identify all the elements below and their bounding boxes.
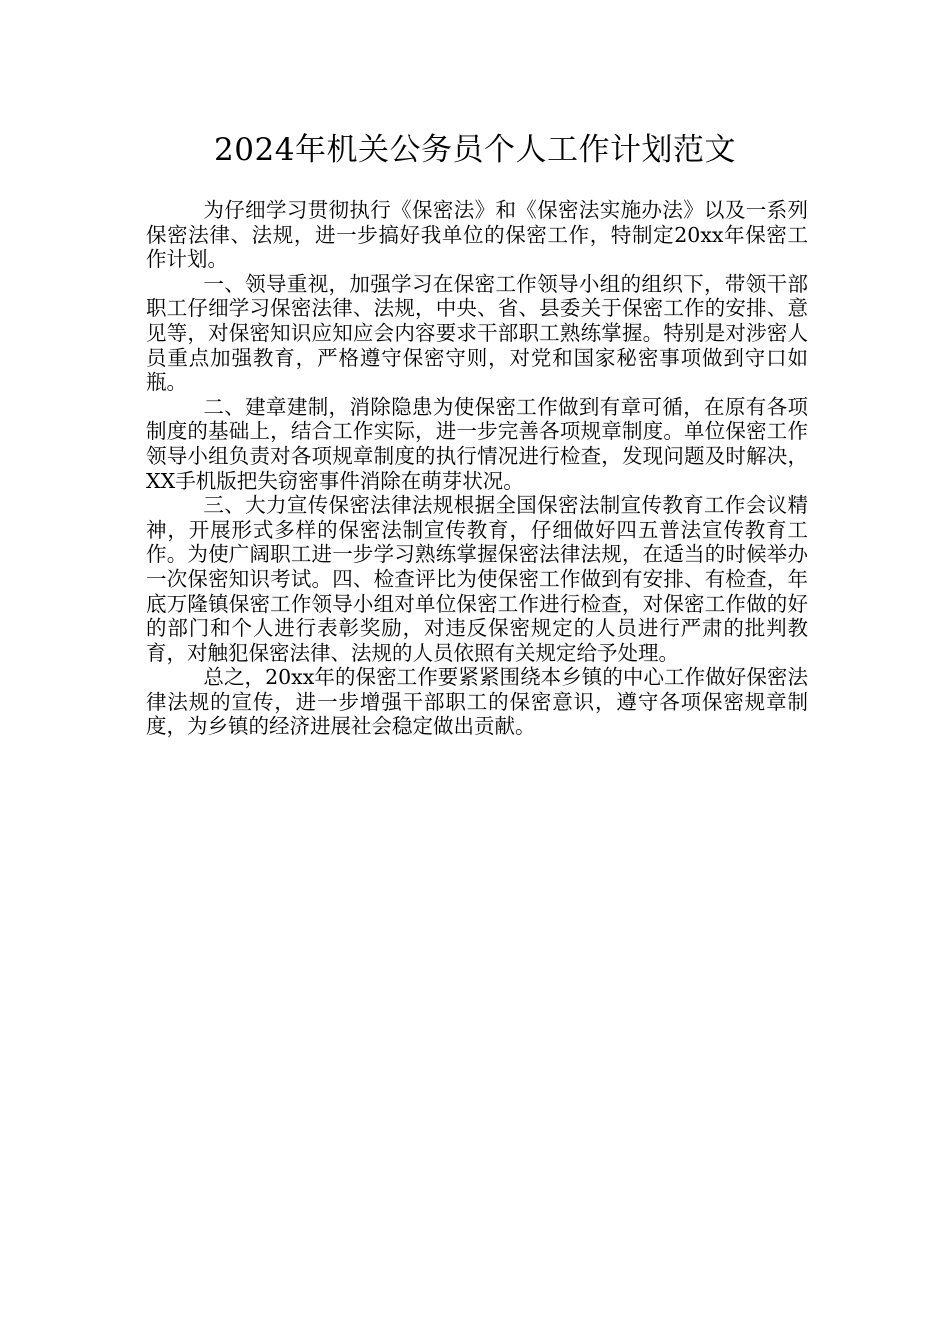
paragraph-section-3: 三、大力宣传保密法律法规根据全国保密法制宣传教育工作会议精神，开展形式多样的保密法制宣传教育，仔细做好四五普法宣传教育工作。为使广阔职工进一步学习熟练掌握保密法律法规，在适当的时候举办一次保密知识考试。四、检查评比为使保密工作做到有安排、有检查，年底万隆镇保密工作领导小组对单位保密工作进行检查，对保密工作做的好的部门和个人进行表彰奖励，对违反保密规定的人员进行严肃的批判教育，对触犯保密法律、法规的人员依照有关规定给予处理。 bbox=[146, 493, 808, 665]
paragraph-section-1: 一、领导重视，加强学习在保密工作领导小组的组织下，带领干部职工仔细学习保密法律、法规，中央、省、县委关于保密工作的安排、意见等，对保密知识应知应会内容要求干部职工熟练掌握。特别是对涉密人员重点加强教育，严格遵守保密守则，对党和国家秘密事项做到守口如瓶。 bbox=[146, 271, 808, 395]
document-body bbox=[146, 198, 808, 739]
paragraph-conclusion: 总之，20xx年的保密工作要紧紧围绕本乡镇的中心工作做好保密法律法规的宣传，进一步增强干部职工的保密意识，遵守各项保密规章制度，为乡镇的经济进展社会稳定做出贡献。 bbox=[146, 665, 808, 739]
paragraph-section-2: 二、建章建制，消除隐患为使保密工作做到有章可循，在原有各项制度的基础上，结合工作实际，进一步完善各项规章制度。单位保密工作领导小组负责对各项规章制度的执行情况进行检查，发现问题及时解决，XX手机版把失窃密事件消除在萌芽状况。 bbox=[146, 394, 808, 493]
paragraph-intro: 为仔细学习贯彻执行《保密法》和《保密法实施办法》以及一系列保密法律、法规，进一步搞好我单位的保密工作，特制定20xx年保密工作计划。 bbox=[146, 198, 808, 272]
document-title: 2024年机关公务员个人工作计划范文 bbox=[214, 132, 736, 168]
